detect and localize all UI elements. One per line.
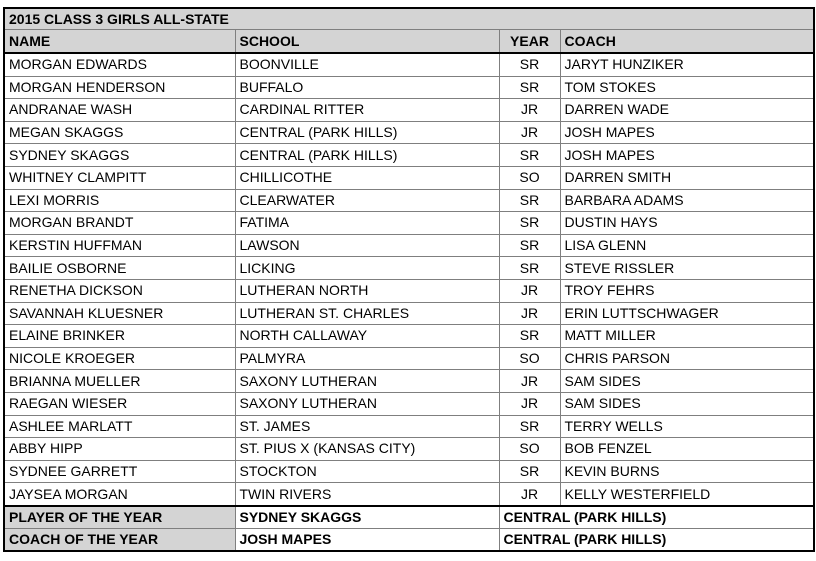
player-coach: BOB FENZEL [560,438,814,461]
table-row [4,483,814,506]
player-school: CLEARWATER [235,189,499,212]
player-coach: JOSH MAPES [560,121,814,144]
player-year: SR [499,415,560,438]
player-name: BAILIE OSBORNE [4,257,235,280]
player-year: SR [499,234,560,257]
table-row [4,121,814,144]
player-name: RENETHA DICKSON [4,279,235,302]
player-name: ABBY HIPP [4,438,235,461]
player-coach: STEVE RISSLER [560,257,814,280]
table-title: 2015 CLASS 3 GIRLS ALL-STATE [4,8,814,30]
player-school: NORTH CALLAWAY [235,325,499,348]
player-coach: SAM SIDES [560,392,814,415]
player-coach: MATT MILLER [560,325,814,348]
player-year: SR [499,212,560,235]
player-name: LEXI MORRIS [4,189,235,212]
table-row [4,302,814,325]
player-school: STOCKTON [235,460,499,483]
table-row [4,279,814,302]
player-name: SAVANNAH KLUESNER [4,302,235,325]
player-year: SO [499,166,560,189]
player-coach: DARREN WADE [560,99,814,122]
player-name: MORGAN BRANDT [4,212,235,235]
player-coach: JOSH MAPES [560,144,814,167]
table-row [4,415,814,438]
header-row [4,30,814,54]
player-year: SO [499,347,560,370]
player-school: LUTHERAN ST. CHARLES [235,302,499,325]
player-name: JAYSEA MORGAN [4,483,235,506]
player-year: SR [499,144,560,167]
player-year: JR [499,121,560,144]
player-name: ANDRANAE WASH [4,99,235,122]
player-coach: DARREN SMITH [560,166,814,189]
award-row [4,506,814,529]
player-year: JR [499,370,560,393]
player-school: PALMYRA [235,347,499,370]
award-recipient: JOSH MAPES [235,528,499,551]
player-name: SYDNEE GARRETT [4,460,235,483]
column-header-name: NAME [4,30,235,54]
player-name: NICOLE KROEGER [4,347,235,370]
player-coach: ERIN LUTTSCHWAGER [560,302,814,325]
table-row [4,438,814,461]
award-recipient: SYDNEY SKAGGS [235,506,499,529]
player-coach: CHRIS PARSON [560,347,814,370]
player-school: LUTHERAN NORTH [235,279,499,302]
player-coach: TROY FEHRS [560,279,814,302]
award-label: PLAYER OF THE YEAR [4,506,235,529]
player-school: LAWSON [235,234,499,257]
column-header-coach: COACH [560,30,814,54]
table-row [4,99,814,122]
player-coach: BARBARA ADAMS [560,189,814,212]
all-state-table [3,7,815,552]
player-coach: JARYT HUNZIKER [560,53,814,76]
player-name: MORGAN EDWARDS [4,53,235,76]
player-school: FATIMA [235,212,499,235]
player-coach: DUSTIN HAYS [560,212,814,235]
player-year: SR [499,53,560,76]
table-row [4,212,814,235]
table-row [4,166,814,189]
table-row [4,76,814,99]
table-row [4,53,814,76]
player-school: ST. PIUS X (KANSAS CITY) [235,438,499,461]
award-row [4,528,814,551]
table-row [4,234,814,257]
player-coach: LISA GLENN [560,234,814,257]
player-name: MORGAN HENDERSON [4,76,235,99]
player-name: BRIANNA MUELLER [4,370,235,393]
player-coach: TOM STOKES [560,76,814,99]
award-school: CENTRAL (PARK HILLS) [499,506,814,529]
player-name: RAEGAN WIESER [4,392,235,415]
player-school: SAXONY LUTHERAN [235,392,499,415]
player-school: CARDINAL RITTER [235,99,499,122]
player-year: JR [499,279,560,302]
player-school: ST. JAMES [235,415,499,438]
player-year: SO [499,438,560,461]
player-year: JR [499,483,560,506]
player-coach: KEVIN BURNS [560,460,814,483]
player-school: CHILLICOTHE [235,166,499,189]
player-school: SAXONY LUTHERAN [235,370,499,393]
player-year: SR [499,76,560,99]
player-school: LICKING [235,257,499,280]
player-year: SR [499,325,560,348]
player-year: JR [499,99,560,122]
player-name: SYDNEY SKAGGS [4,144,235,167]
player-coach: SAM SIDES [560,370,814,393]
award-school: CENTRAL (PARK HILLS) [499,528,814,551]
table-row [4,460,814,483]
player-coach: TERRY WELLS [560,415,814,438]
player-name: KERSTIN HUFFMAN [4,234,235,257]
player-year: SR [499,460,560,483]
player-year: SR [499,257,560,280]
player-year: SR [499,189,560,212]
player-year: JR [499,302,560,325]
player-name: WHITNEY CLAMPITT [4,166,235,189]
player-school: TWIN RIVERS [235,483,499,506]
table-row [4,144,814,167]
table-row [4,325,814,348]
player-name: ASHLEE MARLATT [4,415,235,438]
player-name: MEGAN SKAGGS [4,121,235,144]
player-school: CENTRAL (PARK HILLS) [235,121,499,144]
award-label: COACH OF THE YEAR [4,528,235,551]
player-name: ELAINE BRINKER [4,325,235,348]
player-school: BUFFALO [235,76,499,99]
table-row [4,189,814,212]
table-row [4,257,814,280]
player-coach: KELLY WESTERFIELD [560,483,814,506]
column-header-school: SCHOOL [235,30,499,54]
title-row [4,8,814,30]
player-year: JR [499,392,560,415]
column-header-year: YEAR [499,30,560,54]
player-school: CENTRAL (PARK HILLS) [235,144,499,167]
table-row [4,347,814,370]
table-row [4,392,814,415]
table-row [4,370,814,393]
player-school: BOONVILLE [235,53,499,76]
